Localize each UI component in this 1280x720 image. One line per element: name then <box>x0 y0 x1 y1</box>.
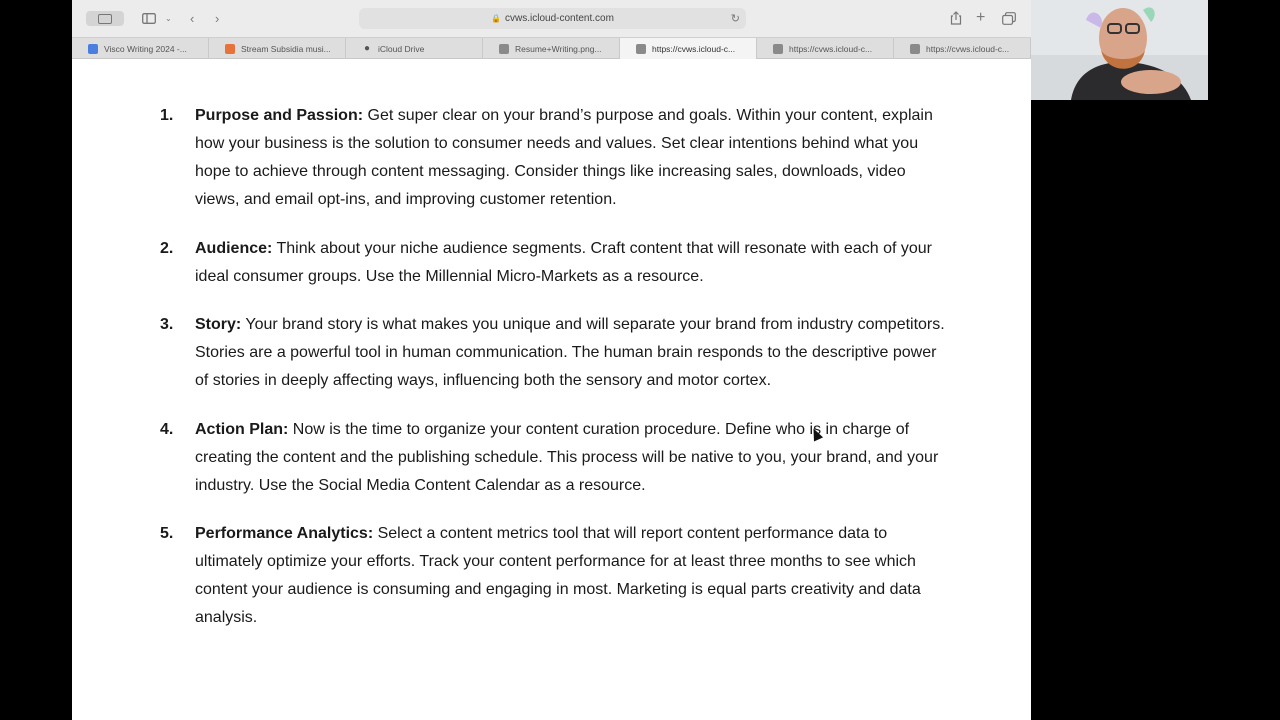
new-tab-button[interactable] <box>976 11 985 25</box>
tab-label: iCloud Drive <box>378 43 425 54</box>
item-number: 4. <box>160 420 174 438</box>
webcam-overlay <box>1031 0 1208 100</box>
stream-icon <box>225 44 235 54</box>
item-number: 3. <box>160 316 174 333</box>
tab-label: https://cvws.icloud-c... <box>652 43 736 54</box>
item-term: Purpose and Passion: <box>195 107 364 124</box>
chevron-left-icon: ‹ <box>190 10 195 26</box>
file-icon <box>636 44 646 54</box>
chevron-right-icon: › <box>215 10 220 26</box>
tab-label: Visco Writing 2024 -... <box>104 43 187 54</box>
reload-icon[interactable]: ↻ <box>730 13 740 25</box>
browser-toolbar <box>72 0 1031 37</box>
profile-button[interactable] <box>86 11 124 26</box>
list-item <box>160 520 950 632</box>
item-number: 1. <box>160 107 174 124</box>
item-number: 2. <box>160 239 174 257</box>
tab-label: https://cvws.icloud-c... <box>926 43 1010 54</box>
tab-7[interactable] <box>894 38 1031 59</box>
file-icon <box>910 44 920 54</box>
tab-bar <box>72 37 1031 59</box>
item-text: Select a content metrics tool that will report content performance data to ultimately optimize your efforts. Track your content performance for at least three months to see which content your audience is consuming and engaging in most. Marketing is equal parts creativity and data analysis. <box>195 525 921 626</box>
tab-label: https://cvws.icloud-c... <box>789 43 873 54</box>
tab-1[interactable] <box>72 38 209 59</box>
item-text: Think about your niche audience segments. Craft content that will resonate with each of your ideal consumer groups. Use the Millennial Micro-Markets as a resource. <box>195 239 932 285</box>
item-text: Get super clear on your brand’s purpose and goals. Within your content, explain how your business is the solution to consumer needs and values. Set clear intentions behind what you hope to achieve through content messaging. Consider things like increasing sales, downloads, video views, and email opt-ins, and improving customer retention. <box>195 107 933 208</box>
document-content <box>72 59 1031 720</box>
item-term: Action Plan: <box>195 420 289 438</box>
lock-icon: 🔒 <box>491 14 502 23</box>
tab-6[interactable] <box>757 38 894 59</box>
url-text: cvws.icloud-content.com <box>505 13 614 24</box>
share-button[interactable] <box>950 11 962 25</box>
item-term: Story: <box>195 316 242 333</box>
doc-icon <box>88 44 98 54</box>
sidebar-toggle-button[interactable] <box>142 11 156 25</box>
steps-list <box>160 102 950 653</box>
file-icon <box>499 44 509 54</box>
forward-button[interactable] <box>215 11 219 25</box>
tab-overview-icon <box>1002 12 1016 25</box>
back-button[interactable] <box>190 11 194 25</box>
list-item <box>160 416 950 500</box>
list-item <box>160 311 950 395</box>
item-term: Audience: <box>195 239 273 257</box>
apple-icon: ● <box>363 43 371 54</box>
list-item <box>160 102 950 214</box>
tab-4[interactable] <box>483 38 620 59</box>
address-bar[interactable] <box>359 8 746 29</box>
list-item <box>160 235 950 291</box>
item-term: Performance Analytics: <box>195 525 374 542</box>
file-icon <box>773 44 783 54</box>
tab-2[interactable] <box>209 38 346 59</box>
browser-window <box>72 0 1031 720</box>
profile-icon <box>98 14 112 24</box>
share-icon <box>950 11 962 25</box>
tab-label: Resume+Writing.png... <box>515 43 602 54</box>
webcam-person-image <box>1031 0 1208 100</box>
chevron-down-icon[interactable]: ⌄ <box>165 13 172 23</box>
tab-3[interactable] <box>346 38 483 59</box>
item-text: Now is the time to organize your content curation procedure. Define who is in charge of creating the content and the publishing schedule. This process will be native to you, your brand, and your industry. Use the Social Media Content Calendar as a resource. <box>195 420 939 494</box>
sidebar-icon <box>142 13 156 24</box>
tab-5-active[interactable] <box>620 38 757 59</box>
item-number: 5. <box>160 525 174 542</box>
tab-label: Stream Subsidia musi... <box>241 43 331 54</box>
tab-overview-button[interactable] <box>1002 11 1016 25</box>
plus-icon: + <box>976 9 986 26</box>
item-text: Your brand story is what makes you unique and will separate your brand from industry competitors. Stories are a powerful tool in human communication. The human brain responds to the descriptive power of stories in deeply affecting ways, influencing both the sensory and motor cortex. <box>195 316 945 389</box>
